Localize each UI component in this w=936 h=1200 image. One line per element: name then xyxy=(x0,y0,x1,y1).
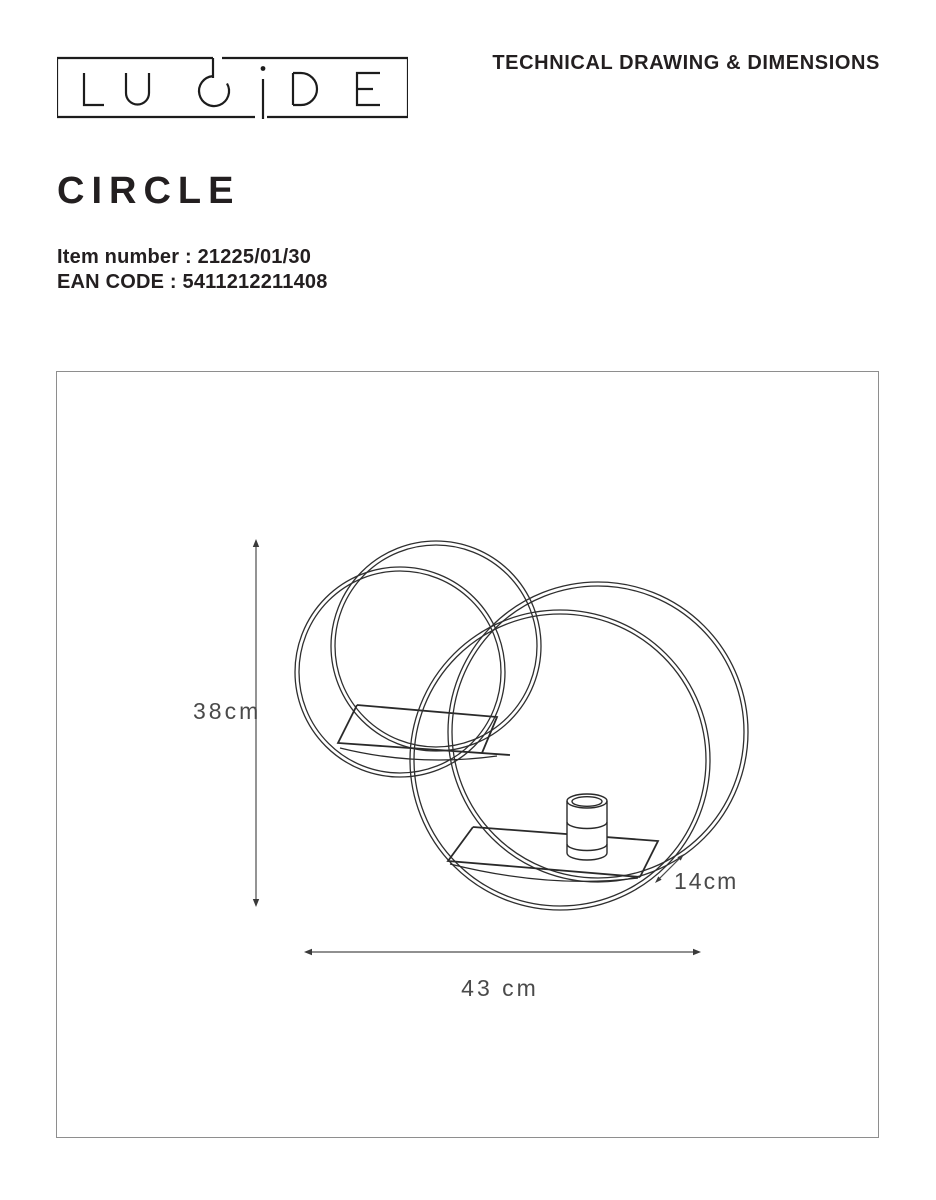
ean-line: EAN CODE : 5411212211408 xyxy=(57,271,328,293)
lucide-logo-icon xyxy=(57,55,408,119)
logo-letter-L xyxy=(84,73,104,105)
small-ring-front xyxy=(295,567,505,777)
drawing-frame xyxy=(56,371,879,1138)
logo-letter-U xyxy=(126,73,149,105)
lucide-logo xyxy=(57,55,408,119)
logo-frame-right xyxy=(222,58,408,117)
product-meta xyxy=(57,245,328,295)
logo-frame-left xyxy=(57,58,255,117)
logo-letter-C xyxy=(199,76,229,106)
lamp-socket xyxy=(567,794,607,860)
product-name: CIRCLE xyxy=(57,170,241,212)
width-dimension-arrow xyxy=(304,949,701,955)
doc-title: TECHNICAL DRAWING & DIMENSIONS xyxy=(492,52,880,74)
item-number-line: Item number : 21225/01/30 xyxy=(57,246,312,268)
height-dimension-label: 38cm xyxy=(193,698,262,724)
small-ring-back xyxy=(331,541,541,751)
logo-letter-D xyxy=(293,73,317,105)
small-shelf xyxy=(338,705,510,760)
logo-letter-i-dot xyxy=(261,66,266,71)
depth-dimension-label: 14cm xyxy=(674,868,739,894)
large-shelf xyxy=(448,827,658,881)
logo-letter-E xyxy=(357,73,380,105)
width-dimension-label: 43 cm xyxy=(461,975,539,1001)
technical-drawing xyxy=(57,372,878,1137)
